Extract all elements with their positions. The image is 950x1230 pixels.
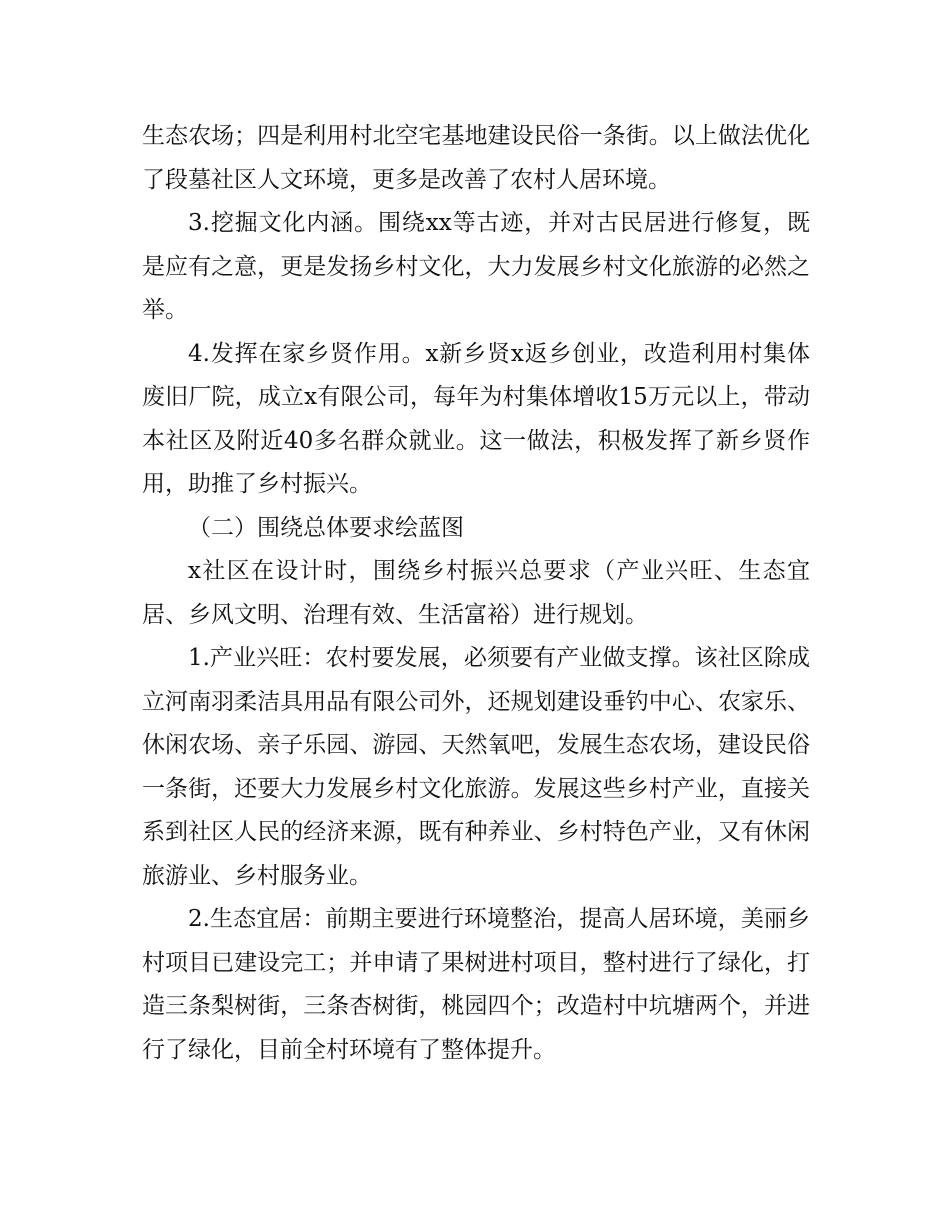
paragraph-item-1: 1.产业兴旺：农村要发展，必须要有产业做支撑。该社区除成立河南羽柔洁具用品有限公司外，还规划建设垂钓中心、农家乐、休闲农场、亲子乐园、游园、天然氧吧，发展生态农场，建设民俗一条街，还要大力发展乡村文化旅游。发展这些乡村产业，直接关系到社区人民的经济来源，既有种养业、乡村特色产业，又有休闲旅游业、乡村服务业。 <box>142 645 810 889</box>
paragraph-intro: x社区在设计时，围绕乡村振兴总要求（产业兴旺、生态宜居、乡风文明、治理有效、生活富裕）进行规划。 <box>142 558 810 628</box>
paragraph-item-3: 3.挖掘文化内涵。围绕xx等古迹，并对古民居进行修复，既是应有之意，更是发扬乡村文化，大力发展乡村文化旅游的必然之举。 <box>142 210 810 323</box>
paragraph-item-4: 4.发挥在家乡贤作用。x新乡贤x返乡创业，改造利用村集体废旧厂院，成立x有限公司，每年为村集体增收15万元以上，带动本社区及附近40多名群众就业。这一做法，积极发挥了新乡贤作用，助推了乡村振兴。 <box>142 340 810 497</box>
document-page <box>142 115 810 1072</box>
section-heading: （二）围绕总体要求绘蓝图 <box>188 514 464 541</box>
paragraph-continuation: 生态农场；四是利用村北空宅基地建设民俗一条街。以上做法优化了段墓社区人文环境，更多是改善了农村人居环境。 <box>142 123 810 193</box>
paragraph-item-2: 2.生态宜居：前期主要进行环境整治，提高人居环境，美丽乡村项目已建设完工；并申请了果树进村项目，整村进行了绿化，打造三条梨树街，三条杏树街，桃园四个；改造村中坑塘两个，并进行了绿化，目前全村环境有了整体提升。 <box>142 906 810 1063</box>
